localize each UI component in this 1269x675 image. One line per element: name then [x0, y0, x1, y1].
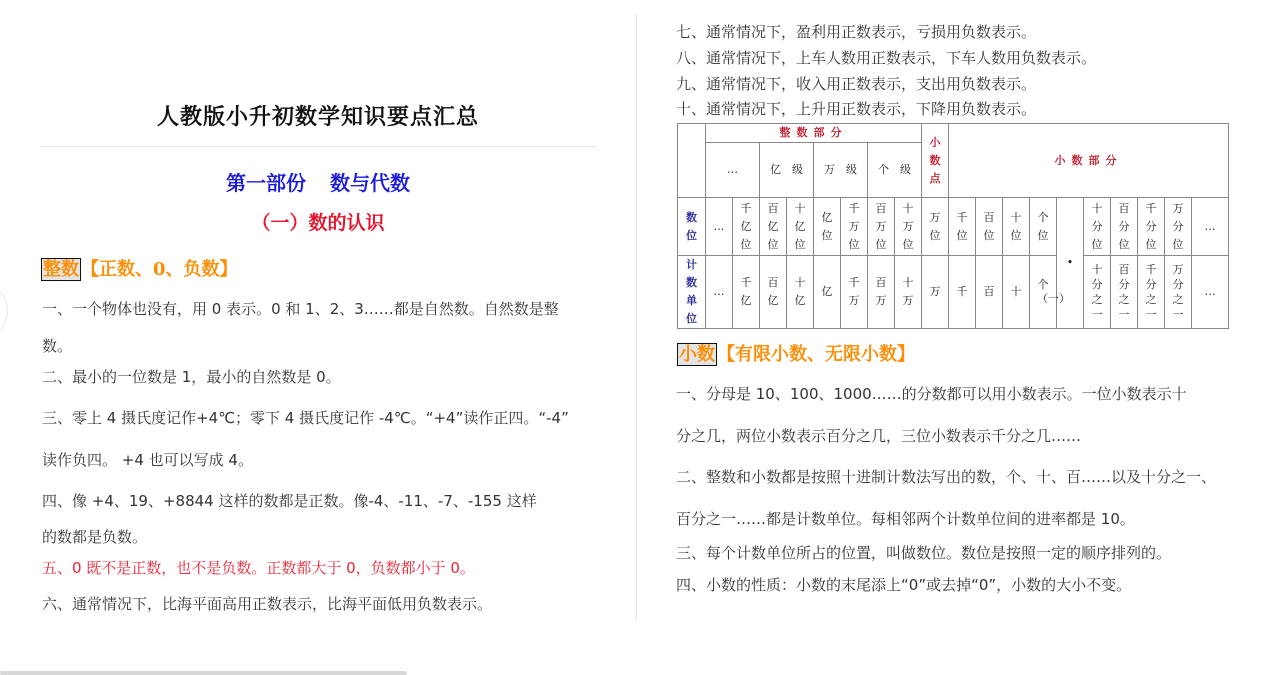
- integer-item-3-line1: 三、零上 4 摄氏度记作+4℃；零下 4 摄氏度记作 -4℃。“+4”读作正四。“-4”: [42, 409, 569, 427]
- decimal-item-3: 三、每个计数单位所占的位置，叫做数位。数位是按照一定的顺序排列的。: [676, 544, 1172, 562]
- counting-unit-cell: 千万: [841, 256, 868, 329]
- decimal-item-1-line1: 一、分母是 10、100、1000……的分数都可以用小数表示。一位小数表示十: [676, 385, 1187, 403]
- counting-unit-cell: 百亿: [760, 256, 787, 329]
- counting-unit-cell: 百分之一: [1111, 256, 1138, 329]
- digit-place-cell: 千亿位: [733, 198, 760, 256]
- counting-unit-cell: 百万: [868, 256, 895, 329]
- counting-unit-cell: 十亿: [787, 256, 814, 329]
- counting-unit-cell: 千: [949, 256, 976, 329]
- counting-unit-cell: 十: [1003, 256, 1030, 329]
- digit-place-cell: 万位: [922, 198, 949, 256]
- digit-place-cell: 百分位: [1111, 198, 1138, 256]
- integer-item-2: 二、最小的一位数是 1，最小的自然数是 0。: [42, 368, 341, 386]
- digit-place-cell: 千万位: [841, 198, 868, 256]
- digit-place-cell: 十万位: [895, 198, 922, 256]
- title-divider: [40, 146, 596, 147]
- digit-place-cell: 十亿位: [787, 198, 814, 256]
- counting-unit-cell: 个（一）: [1030, 256, 1057, 329]
- digit-place-cell: 千分位: [1138, 198, 1165, 256]
- integer-item-1-line1: 一、一个物体也没有，用 0 表示。0 和 1、2、3……都是自然数。自然数是整: [42, 300, 559, 318]
- integer-item-10: 十、通常情况下，上升用正数表示，下降用负数表示。: [676, 100, 1037, 118]
- class-yi: 亿 级: [760, 143, 814, 198]
- decimals-heading-box: 小数: [679, 344, 715, 365]
- counting-unit-cell: 千亿: [733, 256, 760, 329]
- row-label-digit-place: 数位: [678, 198, 706, 256]
- counting-unit-cell: …: [706, 256, 733, 329]
- digit-place-cell: 千位: [949, 198, 976, 256]
- class-ellipsis: …: [706, 143, 760, 198]
- counting-unit-cell: 万: [922, 256, 949, 329]
- integer-item-5: 五、0 既不是正数，也不是负数。正数都大于 0，负数都小于 0。: [42, 559, 475, 577]
- digit-place-cell: 十分位: [1084, 198, 1111, 256]
- digit-place-cell: 百万位: [868, 198, 895, 256]
- horizontal-scrollbar[interactable]: [0, 671, 407, 675]
- digit-place-cell: 个位: [1030, 198, 1057, 256]
- part-name: 数与代数: [330, 171, 410, 195]
- decimal-point-cell: •: [1057, 198, 1084, 329]
- integer-item-6: 六、通常情况下，比海平面高用正数表示，比海平面低用负数表示。: [42, 595, 493, 613]
- integers-heading-box: 整数: [43, 259, 79, 280]
- integers-heading: [41, 255, 238, 281]
- counting-unit-cell: 十分之一: [1084, 256, 1111, 329]
- column-divider: [636, 14, 637, 620]
- table-corner-cell: [678, 124, 706, 198]
- decimal-part-header: 小数部分: [949, 124, 1229, 198]
- digit-place-cell: …: [706, 198, 733, 256]
- digit-place-cell: 亿位: [814, 198, 841, 256]
- class-wan: 万 级: [814, 143, 868, 198]
- decimal-point-header: 小数点: [922, 124, 949, 198]
- integer-item-3-line2: 读作负四。 +4 也可以写成 4。: [42, 451, 253, 469]
- integer-item-9: 九、通常情况下，收入用正数表示，支出用负数表示。: [676, 75, 1037, 93]
- digit-place-cell: …: [1192, 198, 1229, 256]
- decimals-heading-rest: 【有限小数、无限小数】: [717, 344, 915, 365]
- digit-place-cell: 万分位: [1165, 198, 1192, 256]
- counting-unit-cell: …: [1192, 256, 1229, 329]
- integer-item-1-line2: 数。: [42, 337, 73, 355]
- decimal-item-4: 四、小数的性质：小数的末尾添上“0”或去掉“0”，小数的大小不变。: [676, 576, 1132, 594]
- decimals-heading: [677, 340, 915, 366]
- document-title: 人教版小升初数学知识要点汇总: [156, 104, 479, 130]
- decimal-item-2-line1: 二、整数和小数都是按照十进制计数法写出的数，个、十、百……以及十分之一、: [676, 468, 1217, 486]
- part-heading: [40, 167, 596, 196]
- counting-unit-cell: 百: [976, 256, 1003, 329]
- integer-item-4-line1: 四、像 +4、19、+8844 这样的数都是正数。像-4、-11、-7、-155 这样: [42, 492, 537, 510]
- counting-unit-cell: 千分之一: [1138, 256, 1165, 329]
- integer-item-8: 八、通常情况下，上车人数用正数表示，下车人数用负数表示。: [676, 49, 1097, 67]
- class-ge: 个 级: [868, 143, 922, 198]
- counting-unit-cell: 十万: [895, 256, 922, 329]
- decimal-item-2-line2: 百分之一……都是计数单位。每相邻两个计数单位间的进率都是 10。: [676, 510, 1135, 528]
- section-heading: （一）数的认识: [251, 212, 385, 234]
- row-label-counting-unit: 计数单位: [678, 256, 706, 329]
- place-value-table: [677, 123, 1229, 329]
- integer-part-header: 整数部分: [706, 124, 922, 143]
- counting-unit-cell: 亿: [814, 256, 841, 329]
- integers-heading-rest: 【正数、0、负数】: [81, 259, 238, 280]
- digit-place-cell: 十位: [1003, 198, 1030, 256]
- part-number: 第一部份: [226, 171, 306, 195]
- side-edge-control[interactable]: [0, 290, 8, 332]
- counting-unit-cell: 万分之一: [1165, 256, 1192, 329]
- decimal-item-1-line2: 分之几，两位小数表示百分之几，三位小数表示千分之几……: [676, 427, 1082, 445]
- digit-place-cell: 百亿位: [760, 198, 787, 256]
- integer-item-7: 七、通常情况下，盈利用正数表示，亏损用负数表示。: [676, 23, 1037, 41]
- digit-place-cell: 百位: [976, 198, 1003, 256]
- integer-item-4-line2: 的数都是负数。: [42, 528, 148, 546]
